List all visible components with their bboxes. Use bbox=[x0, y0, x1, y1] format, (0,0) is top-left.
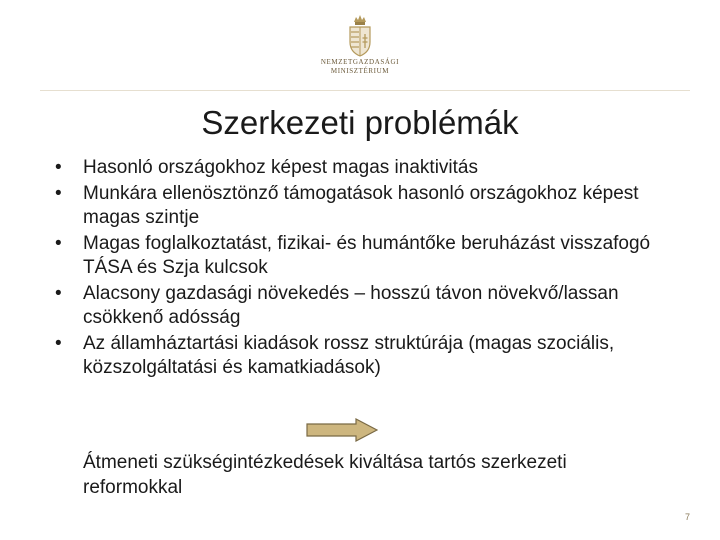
bullet-marker: • bbox=[55, 182, 62, 204]
bullet-marker: • bbox=[55, 232, 62, 254]
bullet-item bbox=[55, 156, 675, 181]
slide-title: Szerkezeti problémák bbox=[201, 104, 519, 141]
ministry-logo bbox=[318, 14, 402, 88]
bullet-marker: • bbox=[55, 282, 62, 304]
bullet-item bbox=[55, 332, 675, 381]
logo-text-line1: NEMZETGAZDASÁGI bbox=[320, 58, 400, 66]
bullet-text: Magas foglalkoztatást, fizikai- és humántőke beruházást visszafogó TÁSA és Szja kulcsok bbox=[83, 232, 651, 278]
bullet-list bbox=[55, 156, 675, 382]
bullet-text: Az államháztartási kiadások rossz struktúrája (magas szociális, közszolgáltatási és kamatkiadások) bbox=[83, 332, 615, 378]
bullet-text: Hasonló országokhoz képest magas inaktivitás bbox=[83, 157, 478, 178]
page-number: 7 bbox=[684, 512, 690, 522]
coat-of-arms-icon bbox=[347, 14, 373, 58]
right-arrow-icon bbox=[306, 418, 378, 442]
conclusion-text: Átmeneti szükségintézkedések kiváltása tartós szerkezeti reformokkal bbox=[83, 452, 567, 498]
header-divider bbox=[40, 90, 690, 91]
logo-text-line2: MINISZTÉRIUM bbox=[330, 67, 390, 75]
bullet-marker: • bbox=[55, 332, 62, 354]
bullet-item bbox=[55, 182, 675, 231]
bullet-marker: • bbox=[55, 157, 62, 178]
bullet-item bbox=[55, 282, 675, 331]
bullet-item bbox=[55, 232, 675, 281]
bullet-text: Munkára ellenösztönző támogatások hasonló országokhoz képest magas szintje bbox=[83, 182, 639, 228]
bullet-text: Alacsony gazdasági növekedés – hosszú távon növekvő/lassan csökkenő adósság bbox=[83, 282, 619, 328]
